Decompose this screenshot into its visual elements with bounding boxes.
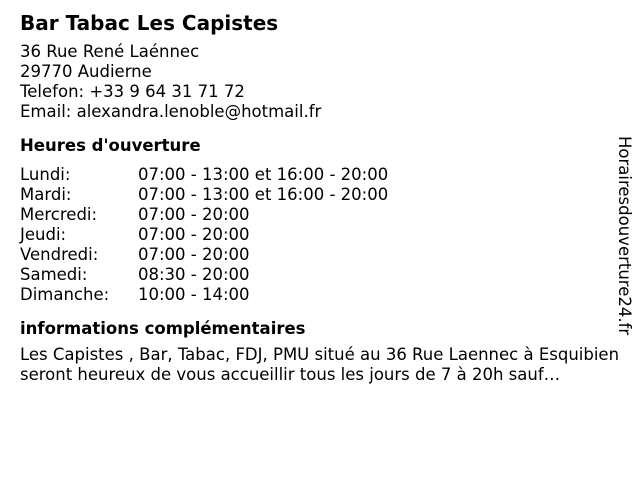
opening-hours-table [20, 165, 628, 305]
hours-day: Mardi: [20, 185, 72, 204]
street-address: 36 Rue René Laénnec [20, 42, 200, 61]
hours-row [20, 165, 628, 185]
hours-day: Lundi: [20, 165, 71, 184]
hours-row [20, 205, 628, 225]
hours-day: Dimanche: [20, 285, 110, 304]
info-description: Les Capistes , Bar, Tabac, FDJ, PMU situé au 36 Rue Laennec à Esquibien seront heureux de vous accueillir tous les jours de 7 à 20h sauf… [20, 345, 620, 384]
hours-day: Mercredi: [20, 205, 98, 224]
hours-day: Jeudi: [20, 225, 67, 244]
hours-row [20, 265, 628, 285]
hours-time: 07:00 - 13:00 et 16:00 - 20:00 [138, 165, 389, 184]
hours-row [20, 245, 628, 265]
hours-time: 07:00 - 20:00 [138, 205, 250, 224]
hours-time: 07:00 - 20:00 [138, 245, 250, 264]
hours-day: Vendredi: [20, 245, 99, 264]
hours-time: 10:00 - 14:00 [138, 285, 250, 304]
info-heading: informations complémentaires [20, 319, 306, 338]
hours-time: 07:00 - 13:00 et 16:00 - 20:00 [138, 185, 389, 204]
hours-heading: Heures d'ouverture [20, 136, 201, 155]
hours-row [20, 285, 628, 305]
site-watermark [612, 136, 636, 368]
city-address: 29770 Audierne [20, 62, 152, 81]
hours-day: Samedi: [20, 265, 88, 284]
hours-row [20, 225, 628, 245]
watermark-text: Horairesdouverture24.fr [615, 136, 634, 336]
phone-number: Telefon: +33 9 64 31 71 72 [20, 82, 245, 101]
hours-row [20, 185, 628, 205]
hours-time: 07:00 - 20:00 [138, 225, 250, 244]
hours-time: 08:30 - 20:00 [138, 265, 250, 284]
business-card [20, 10, 628, 385]
email-address: Email: alexandra.lenoble@hotmail.fr [20, 102, 322, 121]
address-block [20, 42, 628, 122]
business-name: Bar Tabac Les Capistes [20, 11, 279, 35]
